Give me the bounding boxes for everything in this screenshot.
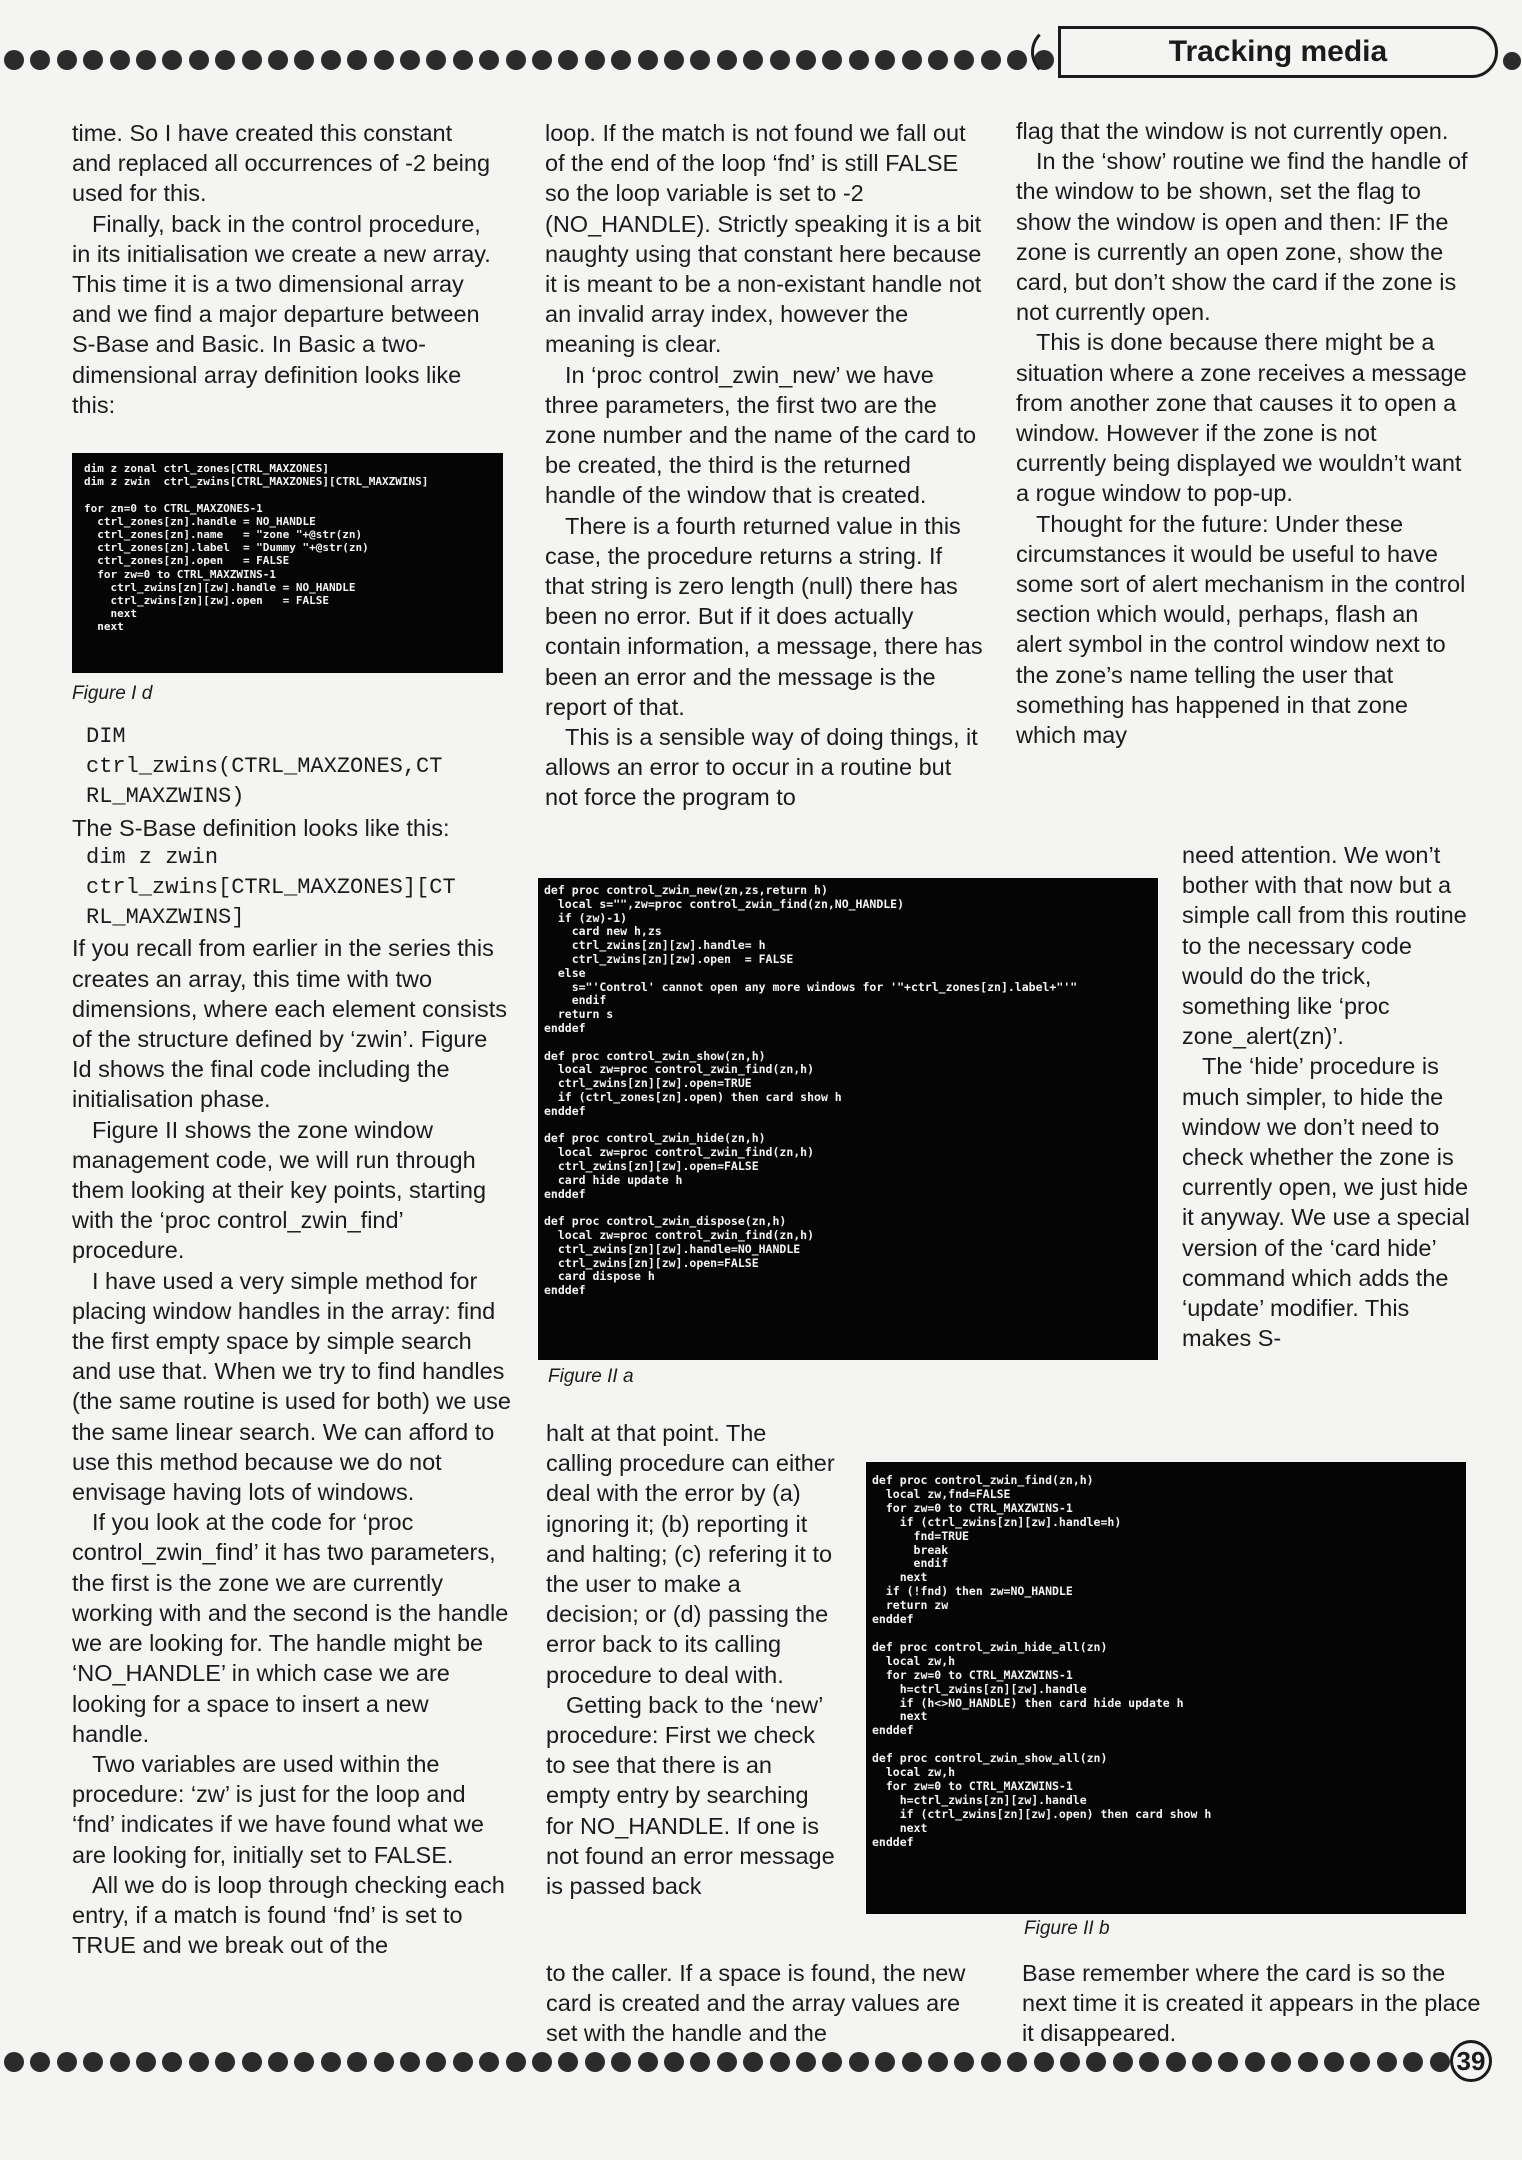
- rule-dot: [479, 2052, 499, 2072]
- rule-dot: [1377, 2052, 1397, 2072]
- page-number-text: 39: [1456, 2045, 1486, 2076]
- figure-2b-code: def proc control_zwin_find(zn,h) local zw,fnd=FALSE for zw=0 to CTRL_MAXZWINS-1 if (ctrl_zwins[zn][zw].handle=h) fnd=TRUE break endif next if (!fnd) then zw=NO_HANDLE return zw enddef def proc control_zwin_hide_all(zn) local zw,h for zw=0 to CTRL_MAXZWINS-1 h=ctrl_zwins[zn][zw].handle if (h<>NO_HANDLE) then card hide update h next enddef def proc control_zwin_show_all(zn) local zw,h for zw=0 to CTRL_MAXZWINS-1 h=ctrl_zwins[zn][zw].handle if (ctrl_zwins[zn][zw].open) then card show h next enddef: [866, 1462, 1466, 1914]
- rule-dot: [110, 2052, 130, 2072]
- paragraph: If you look at the code for ‘proc control_zwin_find’ it has two parameters, the first is the zone we are currently working with and the second is the handle we are looking for. The handle might be ‘NO_HANDLE’ in which case we are looking for a space to insert a new handle.: [72, 1509, 509, 1747]
- rule-dot: [57, 2052, 77, 2072]
- column-2: [545, 118, 983, 813]
- rule-dot: [954, 2052, 974, 2072]
- rule-dot: [928, 2052, 948, 2072]
- paragraph: loop. If the match is not found we fall out of the end of the loop ‘fnd’ is still FALSE so the loop variable is set to -2 (NO_HANDLE). Strictly speaking it is a bit naughty using that constant here because it is meant to be a non-existant handle not an invalid array index, however the meaning is clear.: [545, 120, 982, 358]
- rule-dot: [664, 50, 684, 70]
- rule-dot: [1324, 2052, 1344, 2072]
- rule-dot: [796, 50, 816, 70]
- paragraph: to the caller. If a space is found, the new card is created and the array values are set with the handle and the: [546, 1960, 966, 2047]
- rule-dot: [189, 2052, 209, 2072]
- rule-dot: [1350, 2052, 1370, 2072]
- rule-dot: [558, 50, 578, 70]
- footer-dot-rule: [0, 2052, 1505, 2074]
- rule-dot: [1166, 2052, 1186, 2072]
- rule-dot: [321, 50, 341, 70]
- rule-dot: [1060, 2052, 1080, 2072]
- rule-dot: [400, 50, 420, 70]
- paragraph: This is a sensible way of doing things, it allows an error to occur in a routine but not force the program to: [545, 724, 978, 811]
- rule-dot: [453, 2052, 473, 2072]
- rule-dot: [902, 2052, 922, 2072]
- rule-dot: [849, 2052, 869, 2072]
- rule-dot: [1086, 2052, 1106, 2072]
- rule-dot: [189, 50, 209, 70]
- paragraph: In the ‘show’ routine we find the handle of the window to be shown, set the flag to show the window is open and then: IF the zone is currently an open zone, show the card, but don’t show the card if the zone is not currently open.: [1016, 148, 1468, 326]
- rule-dot: [321, 2052, 341, 2072]
- column-2-lower: [546, 1418, 836, 1901]
- paragraph: Two variables are used within the procedure: ‘zw’ is just for the loop and ‘fnd’ indicates if we have found what we are looking for, initially set to FALSE.: [72, 1750, 484, 1868]
- rule-dot: [1034, 2052, 1054, 2072]
- rule-dot: [162, 2052, 182, 2072]
- rule-dot: [690, 50, 710, 70]
- rule-dot: [374, 50, 394, 70]
- rule-dot: [136, 50, 156, 70]
- rule-dot: [981, 50, 1001, 70]
- rule-dot: [849, 50, 869, 70]
- rule-dot: [110, 50, 130, 70]
- paragraph: flag that the window is not currently open.: [1016, 118, 1449, 144]
- page-number: [1450, 2040, 1492, 2082]
- rule-dot: [638, 2052, 658, 2072]
- rule-dot: [1403, 2052, 1423, 2072]
- rule-dot: [4, 2052, 24, 2072]
- figure-1d-caption: Figure I d: [72, 683, 153, 704]
- rule-dot: [1298, 2052, 1318, 2072]
- paragraph: Figure II shows the zone window management code, we will run through them looking at their key points, starting with the ‘proc control_zwin_find’ procedure.: [72, 1116, 487, 1264]
- rule-dot: [690, 2052, 710, 2072]
- rule-dot: [822, 50, 842, 70]
- paragraph: need attention. We won’t bother with that now but a simple call from this routine to the necessary code would do the trick, something like ‘proc zone_alert(zn)’.: [1182, 842, 1467, 1050]
- figure-1d-code: dim z zonal ctrl_zones[CTRL_MAXZONES] dim z zwin ctrl_zwins[CTRL_MAXZONES][CTRL_MAXZWINS] for zn=0 to CTRL_MAXZONES-1 ctrl_zones[zn].handle = NO_HANDLE ctrl_zones[zn].name = "zone "+@str(zn) ctrl_zones[zn].label = "Dummy "+@str(zn) ctrl_zones[zn].open = FALSE for zw=0 to CTRL_MAXZWINS-1 ctrl_zwins[zn][zw].handle = NO_HANDLE ctrl_zwins[zn][zw].open = FALSE next next: [72, 453, 503, 673]
- rule-dot: [822, 2052, 842, 2072]
- rule-dot: [83, 50, 103, 70]
- column-3: [1016, 116, 1468, 750]
- rule-dot: [215, 50, 235, 70]
- rule-dot: [611, 50, 631, 70]
- rule-dot: [875, 50, 895, 70]
- paragraph: The S-Base definition looks like this:: [72, 814, 450, 841]
- rule-dot: [770, 2052, 790, 2072]
- sbase-code-line: dim z zwin: [86, 844, 219, 870]
- rule-dot: [347, 50, 367, 70]
- rule-dot: [1007, 2052, 1027, 2072]
- paragraph: Base remember where the card is so the next time it is created it appears in the place it disappeared.: [1022, 1960, 1481, 2047]
- rule-dot: [1245, 2052, 1265, 2072]
- rule-dot: [136, 2052, 156, 2072]
- rule-dot: [347, 2052, 367, 2072]
- rule-dot: [268, 2052, 288, 2072]
- rule-dot: [4, 50, 24, 70]
- rule-dot: [294, 2052, 314, 2072]
- figure-2b-caption: Figure II b: [1024, 1918, 1110, 1939]
- rule-dot: [981, 2052, 1001, 2072]
- figure-2a-caption: Figure II a: [548, 1366, 634, 1387]
- paragraph: There is a fourth returned value in this case, the procedure returns a string. If that string is zero length (null) there has been no error. But if it does actually contain information, a message, there has been an error and the message is the report of that.: [545, 512, 983, 720]
- rule-dot: [532, 50, 552, 70]
- paragraph: This is done because there might be a situation where a zone receives a message from another zone that causes it to open a window. However if the zone is not currently being displayed we wouldn’t want a rogue window to pop-up.: [1016, 329, 1467, 507]
- column-3-narrow: [1182, 840, 1472, 1353]
- rule-dot: [875, 2052, 895, 2072]
- rule-dot: [242, 2052, 262, 2072]
- rule-dot: [796, 2052, 816, 2072]
- rule-dot: [426, 2052, 446, 2072]
- rule-dot: [426, 50, 446, 70]
- rule-dot: [1218, 2052, 1238, 2072]
- rule-dot: [770, 50, 790, 70]
- basic-code-line: RL_MAXZWINS): [86, 784, 245, 810]
- rule-dot: [268, 50, 288, 70]
- paragraph: If you recall from earlier in the series this creates an array, this time with two dimensions, where each element consists of the structure defined by ‘zwin’. Figure Id shows the final code including the initialisation phase.: [72, 935, 507, 1113]
- rule-dot: [1139, 2052, 1159, 2072]
- rule-dot: [30, 2052, 50, 2072]
- rule-dot: [1271, 2052, 1291, 2072]
- paragraph: Getting back to the ‘new’ procedure: First we check to see that there is an empty entry by searching for NO_HANDLE. If one is not found an error message is passed back: [546, 1691, 835, 1900]
- section-title-tab: [1058, 26, 1498, 78]
- rule-dot: [902, 50, 922, 70]
- rule-dot: [1430, 2052, 1450, 2072]
- paragraph: All we do is loop through checking each entry, if a match is found ‘fnd’ is set to TRUE and we break out of the: [72, 1871, 505, 1959]
- rule-dot: [1113, 2052, 1133, 2072]
- rule-dot: [928, 50, 948, 70]
- rule-dot: [374, 2052, 394, 2072]
- sbase-code-line: ctrl_zwins[CTRL_MAXZONES][CT: [86, 875, 456, 901]
- paragraph: The ‘hide’ procedure is much simpler, to hide the window we don’t need to check whether the zone is currently open, we just hide it anyway. We use a special version of the ‘card hide’ command which adds the ‘update’ modifier. This makes S-: [1182, 1053, 1470, 1352]
- column-1: [72, 118, 492, 420]
- column-3-bottom: [1022, 1958, 1492, 2049]
- rule-dot: [585, 2052, 605, 2072]
- rule-dot: [506, 2052, 526, 2072]
- rule-dot: [717, 2052, 737, 2072]
- paragraph: In ‘proc control_zwin_new’ we have three parameters, the first two are the zone number and the name of the card to be created, the third is the returned handle of the window that is created.: [545, 361, 977, 509]
- paragraph: halt at that point. The calling procedure can either deal with the error by (a) ignoring it; (b) reporting it and halting; (c) refering it to the user to make a decision; or (d) passing the error back to its calling procedure to deal with.: [546, 1420, 835, 1688]
- rule-dot: [743, 2052, 763, 2072]
- rule-dot: [532, 2052, 552, 2072]
- column-2-bottom: [546, 1958, 996, 2049]
- rule-dot: [242, 50, 262, 70]
- rule-dot: [664, 2052, 684, 2072]
- rule-dot: [453, 50, 473, 70]
- rule-dot: [585, 50, 605, 70]
- rule-dot: [83, 2052, 103, 2072]
- rule-dot: [743, 50, 763, 70]
- rule-dot: [30, 50, 50, 70]
- rule-dot: [57, 50, 77, 70]
- header-dot-rule: [0, 50, 1060, 72]
- rule-dot: [400, 2052, 420, 2072]
- paragraph: Thought for the future: Under these circumstances it would be useful to have some sort of alert mechanism in the control section which would, perhaps, flash an alert symbol in the control window next to the zone’s name telling the user that something has happened in that zone which may: [1016, 510, 1466, 749]
- figure-2a-code: def proc control_zwin_new(zn,zs,return h) local s="",zw=proc control_zwin_find(zn,NO_HANDLE) if (zw)-1) card new h,zs ctrl_zwins[zn][zw].handle= h ctrl_zwins[zn][zw].open = FALSE else s="'Control' cannot open any more windows for '"+ctrl_zones[zn].label+"'" endif return s enddef def proc control_zwin_show(zn,h) local zw=proc control_zwin_find(zn,h) ctrl_zwins[zn][zw].open=TRUE if (ctrl_zones[zn].open) then card show h enddef def proc control_zwin_hide(zn,h) local zw=proc control_zwin_find(zn,h) ctrl_zwins[zn][zw].open=FALSE card hide update h enddef def proc control_zwin_dispose(zn,h) local zw=proc control_zwin_find(zn,h) ctrl_zwins[zn][zw].handle=NO_HANDLE ctrl_zwins[zn][zw].open=FALSE card dispose h enddef: [538, 878, 1158, 1360]
- paragraph: I have used a very simple method for placing window handles in the array: find the first empty space by simple search and use that. When we try to find handles (the same routine is used for both) we use the same linear search. We can afford to use this method because we do not envisage having lots of windows.: [72, 1267, 511, 1506]
- rule-dot: [611, 2052, 631, 2072]
- rule-dot: [717, 50, 737, 70]
- rule-dot: [638, 50, 658, 70]
- rule-dot: [558, 2052, 578, 2072]
- column-1-lower: [72, 722, 512, 1960]
- rule-dot: [506, 50, 526, 70]
- section-title: Tracking media: [1168, 35, 1388, 68]
- rule-dot: [479, 50, 499, 70]
- paragraph: time. So I have created this constant and replaced all occurrences of -2 being used for this.: [72, 120, 491, 207]
- header-end-dot: [1503, 52, 1521, 70]
- basic-code-line: ctrl_zwins(CTRL_MAXZONES,CT: [86, 754, 443, 780]
- rule-dot: [162, 50, 182, 70]
- basic-code-line: DIM: [86, 724, 126, 749]
- paragraph: Finally, back in the control procedure, in its initialisation we create a new array. This time it is a two dimensional array and we find a major departure between S-Base and Basic. In Basic a two-dimensional array definition looks like this:: [72, 210, 491, 418]
- rule-dot: [215, 2052, 235, 2072]
- rule-dot: [1192, 2052, 1212, 2072]
- rule-dot: [954, 50, 974, 70]
- rule-dot: [1007, 50, 1027, 70]
- rule-dot: [294, 50, 314, 70]
- sbase-code-line: RL_MAXZWINS]: [86, 905, 245, 931]
